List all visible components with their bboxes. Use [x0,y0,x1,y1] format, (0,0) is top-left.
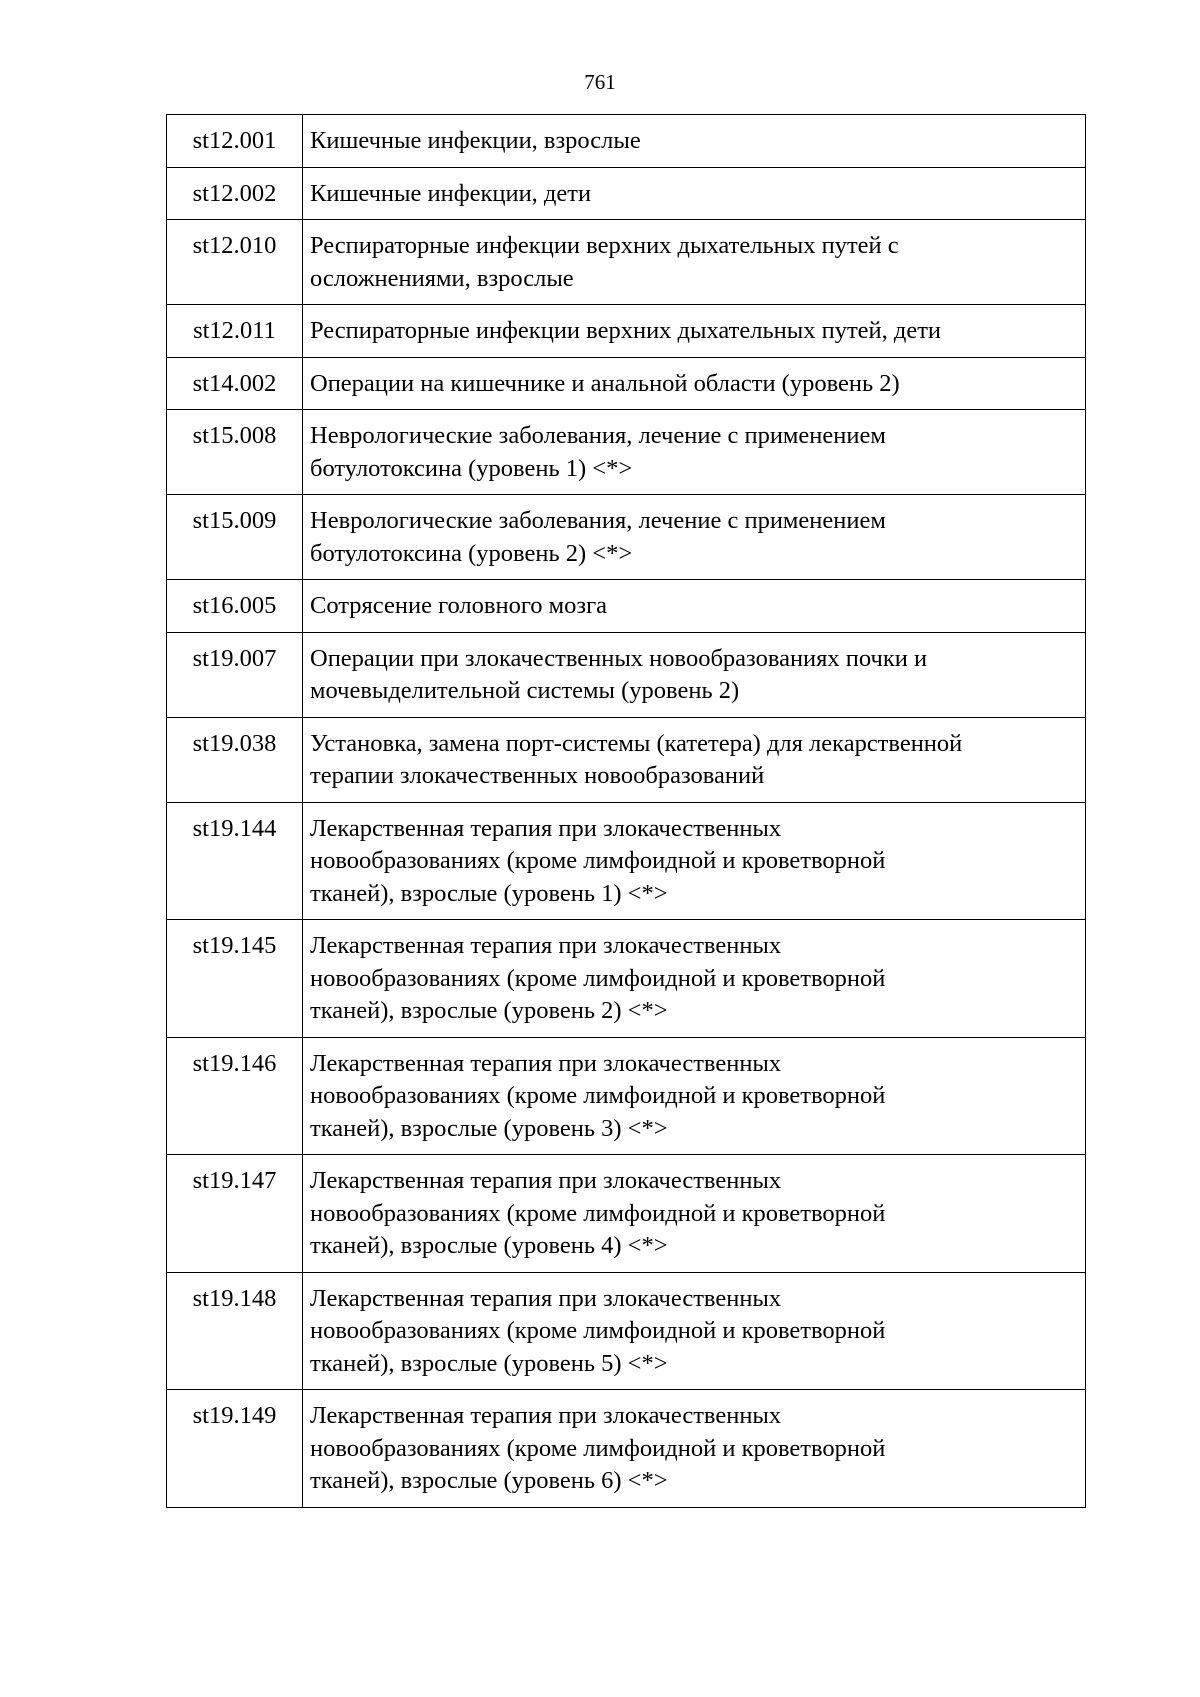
description-line: тканей), взрослые (уровень 3) <*> [310,1114,668,1142]
description-line: новообразованиях (кроме лимфоидной и кроветворной [310,1434,886,1462]
ksg-description-cell [303,167,1086,220]
description-line: Лекарственная терапия при злокачественных [310,1284,782,1312]
ksg-description-cell [303,1037,1086,1155]
description-line: новообразованиях (кроме лимфоидной и кроветворной [310,1317,886,1344]
ksg-description-cell [303,495,1086,580]
description-line: Сотрясение головного мозга [310,592,608,619]
description-line: Операции при злокачественных новообразованиях почки и [310,644,928,672]
table-body [167,115,1086,1508]
ksg-code-cell: st19.144 [167,802,303,920]
description-line: тканей), взрослые (уровень 1) <*> [310,879,668,907]
description-line: Кишечные инфекции, дети [310,179,592,207]
ksg-description-cell [303,632,1086,717]
description-line: новообразованиях (кроме лимфоидной и кроветворной [310,847,886,874]
description-line: ботулотоксина (уровень 1) <*> [310,454,633,482]
ksg-description-cell [303,220,1086,305]
ksg-code-cell: st12.002 [167,167,303,220]
ksg-table [166,114,1086,1508]
description-line: ботулотоксина (уровень 2) <*> [310,539,633,567]
description-line: Лекарственная терапия при злокачественных [310,1167,782,1194]
ksg-code-cell: st16.005 [167,580,303,633]
table-row [167,580,1086,633]
table-row [167,220,1086,305]
description-line: мочевыделительной системы (уровень 2) [310,677,740,704]
table-row [167,1390,1086,1508]
table-row [167,357,1086,410]
ksg-description-cell [303,802,1086,920]
description-line: Неврологические заболевания, лечение с применением [310,507,886,534]
ksg-description-cell [303,1155,1086,1273]
description-line: тканей), взрослые (уровень 4) <*> [310,1232,668,1259]
table-row [167,920,1086,1038]
ksg-code-cell: st19.147 [167,1155,303,1273]
description-line: Лекарственная терапия при злокачественных [310,814,782,842]
ksg-description-cell [303,357,1086,410]
ksg-code-cell: st15.009 [167,495,303,580]
table-row [167,167,1086,220]
description-line: тканей), взрослые (уровень 6) <*> [310,1467,668,1494]
ksg-code-cell: st12.001 [167,115,303,168]
ksg-description-cell [303,410,1086,495]
table-row [167,717,1086,802]
ksg-code-cell: st12.011 [167,305,303,358]
ksg-code-cell: st19.145 [167,920,303,1038]
description-line: новообразованиях (кроме лимфоидной и кроветворной [310,964,886,992]
description-line: Неврологические заболевания, лечение с применением [310,422,886,449]
table-row [167,305,1086,358]
table-row [167,1155,1086,1273]
page-number: 761 [584,70,616,94]
ksg-description-cell [303,580,1086,633]
description-line: Респираторные инфекции верхних дыхательных путей, дети [310,317,942,344]
description-line: Операции на кишечнике и анальной области (уровень 2) [310,369,900,397]
table-row [167,802,1086,920]
description-line: Респираторные инфекции верхних дыхательных путей с [310,232,899,259]
table-row [167,115,1086,168]
description-line: новообразованиях (кроме лимфоидной и кроветворной [310,1199,886,1227]
ksg-code-cell: st19.038 [167,717,303,802]
description-line: Установка, замена порт-системы (катетера) для лекарственной [310,729,963,757]
ksg-code-cell: st19.007 [167,632,303,717]
table-row [167,632,1086,717]
ksg-code-cell: st19.148 [167,1272,303,1390]
description-line: терапии злокачественных новообразований [310,762,765,789]
description-line: тканей), взрослые (уровень 5) <*> [310,1349,668,1377]
ksg-code-cell: st14.002 [167,357,303,410]
table-row [167,495,1086,580]
description-line: тканей), взрослые (уровень 2) <*> [310,997,668,1024]
ksg-code-cell: st12.010 [167,220,303,305]
ksg-code-cell: st15.008 [167,410,303,495]
ksg-description-cell [303,115,1086,168]
description-line: новообразованиях (кроме лимфоидной и кроветворной [310,1082,886,1109]
description-line: осложнениями, взрослые [310,264,574,292]
ksg-description-cell [303,1390,1086,1508]
table-row [167,1272,1086,1390]
ksg-code-cell: st19.146 [167,1037,303,1155]
description-line: Лекарственная терапия при злокачественных [310,1049,782,1077]
description-line: Лекарственная терапия при злокачественных [310,1402,782,1429]
ksg-description-cell [303,717,1086,802]
description-line: Кишечные инфекции, взрослые [310,127,641,154]
table-row [167,1037,1086,1155]
ksg-description-cell [303,1272,1086,1390]
table-row [167,410,1086,495]
ksg-code-cell: st19.149 [167,1390,303,1508]
ksg-description-cell [303,920,1086,1038]
ksg-description-cell [303,305,1086,358]
description-line: Лекарственная терапия при злокачественных [310,932,782,959]
